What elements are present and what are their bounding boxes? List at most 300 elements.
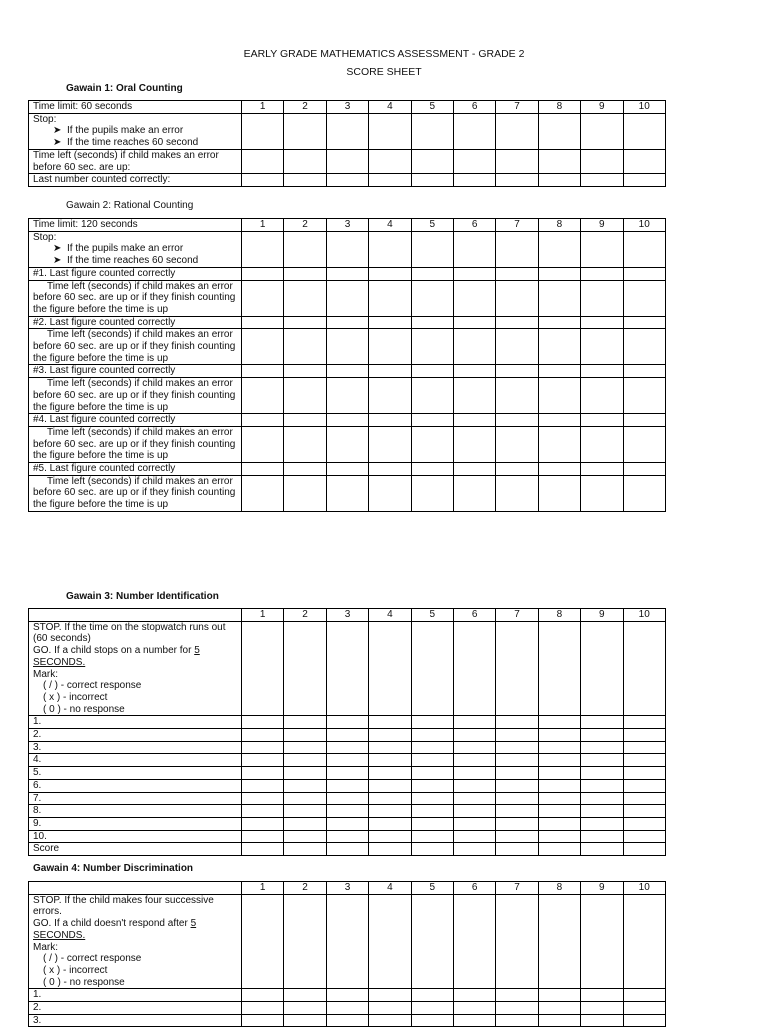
score-cell[interactable] — [411, 817, 453, 830]
score-cell[interactable] — [242, 149, 284, 173]
score-cell[interactable] — [623, 174, 665, 187]
score-cell[interactable] — [496, 316, 538, 329]
score-cell[interactable] — [369, 621, 411, 716]
score-cell[interactable] — [538, 149, 580, 173]
score-cell[interactable] — [369, 729, 411, 742]
score-cell[interactable] — [496, 1002, 538, 1015]
score-cell[interactable] — [369, 280, 411, 316]
score-cell[interactable] — [369, 113, 411, 149]
score-cell[interactable] — [623, 475, 665, 511]
score-cell[interactable] — [623, 378, 665, 414]
score-cell[interactable] — [326, 329, 368, 365]
score-cell[interactable] — [411, 231, 453, 267]
score-cell[interactable] — [369, 414, 411, 427]
score-cell[interactable] — [623, 741, 665, 754]
score-cell[interactable] — [326, 475, 368, 511]
score-cell[interactable] — [411, 378, 453, 414]
score-cell[interactable] — [326, 316, 368, 329]
score-cell[interactable] — [284, 475, 326, 511]
score-cell[interactable] — [242, 174, 284, 187]
score-cell[interactable] — [623, 1014, 665, 1027]
score-cell[interactable] — [581, 989, 623, 1002]
score-cell[interactable] — [538, 378, 580, 414]
score-cell[interactable] — [326, 989, 368, 1002]
score-cell[interactable] — [326, 843, 368, 856]
score-cell[interactable] — [496, 426, 538, 462]
score-cell[interactable] — [284, 989, 326, 1002]
score-cell[interactable] — [496, 716, 538, 729]
score-cell[interactable] — [411, 741, 453, 754]
score-cell[interactable] — [369, 805, 411, 818]
score-cell[interactable] — [326, 779, 368, 792]
score-cell[interactable] — [496, 792, 538, 805]
score-cell[interactable] — [284, 817, 326, 830]
score-cell[interactable] — [242, 113, 284, 149]
score-cell[interactable] — [284, 767, 326, 780]
score-cell[interactable] — [538, 316, 580, 329]
score-cell[interactable] — [411, 365, 453, 378]
score-cell[interactable] — [369, 426, 411, 462]
score-cell[interactable] — [411, 463, 453, 476]
score-cell[interactable] — [623, 426, 665, 462]
score-cell[interactable] — [326, 1014, 368, 1027]
score-cell[interactable] — [581, 767, 623, 780]
score-cell[interactable] — [369, 267, 411, 280]
score-cell[interactable] — [538, 365, 580, 378]
score-cell[interactable] — [453, 741, 495, 754]
score-cell[interactable] — [284, 805, 326, 818]
score-cell[interactable] — [411, 1002, 453, 1015]
score-cell[interactable] — [411, 174, 453, 187]
score-cell[interactable] — [538, 779, 580, 792]
score-cell[interactable] — [453, 754, 495, 767]
score-cell[interactable] — [623, 621, 665, 716]
score-cell[interactable] — [284, 113, 326, 149]
score-cell[interactable] — [284, 267, 326, 280]
score-cell[interactable] — [411, 426, 453, 462]
score-cell[interactable] — [411, 843, 453, 856]
score-cell[interactable] — [284, 280, 326, 316]
score-cell[interactable] — [326, 894, 368, 989]
score-cell[interactable] — [623, 365, 665, 378]
score-cell[interactable] — [453, 316, 495, 329]
score-cell[interactable] — [242, 365, 284, 378]
score-cell[interactable] — [623, 805, 665, 818]
score-cell[interactable] — [581, 316, 623, 329]
score-cell[interactable] — [453, 280, 495, 316]
score-cell[interactable] — [284, 729, 326, 742]
score-cell[interactable] — [326, 767, 368, 780]
score-cell[interactable] — [411, 475, 453, 511]
score-cell[interactable] — [538, 463, 580, 476]
score-cell[interactable] — [369, 231, 411, 267]
score-cell[interactable] — [242, 729, 284, 742]
score-cell[interactable] — [496, 113, 538, 149]
score-cell[interactable] — [411, 716, 453, 729]
score-cell[interactable] — [326, 741, 368, 754]
score-cell[interactable] — [623, 414, 665, 427]
score-cell[interactable] — [496, 830, 538, 843]
score-cell[interactable] — [284, 843, 326, 856]
score-cell[interactable] — [369, 792, 411, 805]
score-cell[interactable] — [242, 1002, 284, 1015]
score-cell[interactable] — [581, 741, 623, 754]
score-cell[interactable] — [411, 989, 453, 1002]
score-cell[interactable] — [326, 426, 368, 462]
score-cell[interactable] — [284, 174, 326, 187]
score-cell[interactable] — [581, 729, 623, 742]
score-cell[interactable] — [411, 754, 453, 767]
score-cell[interactable] — [369, 1014, 411, 1027]
score-cell[interactable] — [326, 830, 368, 843]
score-cell[interactable] — [369, 365, 411, 378]
score-cell[interactable] — [581, 329, 623, 365]
score-cell[interactable] — [538, 805, 580, 818]
score-cell[interactable] — [496, 267, 538, 280]
score-cell[interactable] — [538, 767, 580, 780]
score-cell[interactable] — [581, 830, 623, 843]
score-cell[interactable] — [538, 1002, 580, 1015]
score-cell[interactable] — [284, 779, 326, 792]
score-cell[interactable] — [326, 463, 368, 476]
score-cell[interactable] — [623, 767, 665, 780]
score-cell[interactable] — [242, 329, 284, 365]
score-cell[interactable] — [496, 1014, 538, 1027]
score-cell[interactable] — [242, 792, 284, 805]
score-cell[interactable] — [369, 779, 411, 792]
score-cell[interactable] — [496, 475, 538, 511]
score-cell[interactable] — [369, 149, 411, 173]
score-cell[interactable] — [496, 378, 538, 414]
score-cell[interactable] — [453, 729, 495, 742]
score-cell[interactable] — [496, 741, 538, 754]
score-cell[interactable] — [581, 843, 623, 856]
score-cell[interactable] — [242, 426, 284, 462]
score-cell[interactable] — [496, 280, 538, 316]
score-cell[interactable] — [242, 817, 284, 830]
score-cell[interactable] — [581, 426, 623, 462]
score-cell[interactable] — [453, 843, 495, 856]
score-cell[interactable] — [242, 830, 284, 843]
score-cell[interactable] — [369, 1002, 411, 1015]
score-cell[interactable] — [623, 280, 665, 316]
score-cell[interactable] — [623, 316, 665, 329]
score-cell[interactable] — [623, 754, 665, 767]
score-cell[interactable] — [326, 113, 368, 149]
score-cell[interactable] — [453, 267, 495, 280]
score-cell[interactable] — [369, 463, 411, 476]
score-cell[interactable] — [453, 329, 495, 365]
score-cell[interactable] — [496, 729, 538, 742]
score-cell[interactable] — [581, 267, 623, 280]
score-cell[interactable] — [411, 113, 453, 149]
score-cell[interactable] — [538, 1014, 580, 1027]
score-cell[interactable] — [538, 174, 580, 187]
score-cell[interactable] — [538, 329, 580, 365]
score-cell[interactable] — [411, 414, 453, 427]
score-cell[interactable] — [453, 830, 495, 843]
score-cell[interactable] — [284, 1014, 326, 1027]
score-cell[interactable] — [326, 621, 368, 716]
score-cell[interactable] — [496, 805, 538, 818]
score-cell[interactable] — [581, 1002, 623, 1015]
score-cell[interactable] — [369, 741, 411, 754]
score-cell[interactable] — [581, 113, 623, 149]
score-cell[interactable] — [369, 989, 411, 1002]
score-cell[interactable] — [581, 716, 623, 729]
score-cell[interactable] — [538, 267, 580, 280]
score-cell[interactable] — [538, 280, 580, 316]
score-cell[interactable] — [284, 1002, 326, 1015]
score-cell[interactable] — [453, 231, 495, 267]
score-cell[interactable] — [284, 231, 326, 267]
score-cell[interactable] — [453, 621, 495, 716]
score-cell[interactable] — [623, 1002, 665, 1015]
score-cell[interactable] — [242, 267, 284, 280]
score-cell[interactable] — [623, 729, 665, 742]
score-cell[interactable] — [581, 231, 623, 267]
score-cell[interactable] — [623, 989, 665, 1002]
score-cell[interactable] — [242, 1014, 284, 1027]
score-cell[interactable] — [581, 463, 623, 476]
score-cell[interactable] — [284, 792, 326, 805]
score-cell[interactable] — [623, 231, 665, 267]
score-cell[interactable] — [581, 817, 623, 830]
score-cell[interactable] — [453, 767, 495, 780]
score-cell[interactable] — [623, 830, 665, 843]
score-cell[interactable] — [242, 754, 284, 767]
score-cell[interactable] — [496, 894, 538, 989]
score-cell[interactable] — [242, 716, 284, 729]
score-cell[interactable] — [453, 174, 495, 187]
score-cell[interactable] — [453, 716, 495, 729]
score-cell[interactable] — [538, 817, 580, 830]
score-cell[interactable] — [369, 767, 411, 780]
score-cell[interactable] — [538, 792, 580, 805]
score-cell[interactable] — [453, 463, 495, 476]
score-cell[interactable] — [242, 463, 284, 476]
score-cell[interactable] — [369, 754, 411, 767]
score-cell[interactable] — [369, 475, 411, 511]
score-cell[interactable] — [242, 741, 284, 754]
score-cell[interactable] — [496, 621, 538, 716]
score-cell[interactable] — [453, 989, 495, 1002]
score-cell[interactable] — [623, 792, 665, 805]
score-cell[interactable] — [623, 463, 665, 476]
score-cell[interactable] — [623, 329, 665, 365]
score-cell[interactable] — [369, 329, 411, 365]
score-cell[interactable] — [284, 894, 326, 989]
score-cell[interactable] — [326, 729, 368, 742]
score-cell[interactable] — [453, 113, 495, 149]
score-cell[interactable] — [284, 621, 326, 716]
score-cell[interactable] — [496, 414, 538, 427]
score-cell[interactable] — [496, 767, 538, 780]
score-cell[interactable] — [284, 463, 326, 476]
score-cell[interactable] — [581, 414, 623, 427]
score-cell[interactable] — [496, 754, 538, 767]
score-cell[interactable] — [242, 280, 284, 316]
score-cell[interactable] — [411, 792, 453, 805]
score-cell[interactable] — [411, 316, 453, 329]
score-cell[interactable] — [538, 830, 580, 843]
score-cell[interactable] — [538, 989, 580, 1002]
score-cell[interactable] — [538, 414, 580, 427]
score-cell[interactable] — [369, 716, 411, 729]
score-cell[interactable] — [581, 621, 623, 716]
score-cell[interactable] — [242, 378, 284, 414]
score-cell[interactable] — [326, 817, 368, 830]
score-cell[interactable] — [538, 426, 580, 462]
score-cell[interactable] — [623, 817, 665, 830]
score-cell[interactable] — [496, 149, 538, 173]
score-cell[interactable] — [496, 365, 538, 378]
score-cell[interactable] — [284, 378, 326, 414]
score-cell[interactable] — [411, 149, 453, 173]
score-cell[interactable] — [242, 989, 284, 1002]
score-cell[interactable] — [623, 716, 665, 729]
score-cell[interactable] — [453, 894, 495, 989]
score-cell[interactable] — [284, 754, 326, 767]
score-cell[interactable] — [538, 716, 580, 729]
score-cell[interactable] — [623, 779, 665, 792]
score-cell[interactable] — [369, 378, 411, 414]
score-cell[interactable] — [538, 621, 580, 716]
score-cell[interactable] — [326, 174, 368, 187]
score-cell[interactable] — [369, 817, 411, 830]
score-cell[interactable] — [284, 426, 326, 462]
score-cell[interactable] — [538, 843, 580, 856]
score-cell[interactable] — [242, 894, 284, 989]
score-cell[interactable] — [453, 378, 495, 414]
score-cell[interactable] — [411, 805, 453, 818]
score-cell[interactable] — [538, 475, 580, 511]
score-cell[interactable] — [538, 113, 580, 149]
score-cell[interactable] — [369, 830, 411, 843]
score-cell[interactable] — [623, 843, 665, 856]
score-cell[interactable] — [411, 280, 453, 316]
score-cell[interactable] — [623, 894, 665, 989]
score-cell[interactable] — [538, 894, 580, 989]
score-cell[interactable] — [326, 414, 368, 427]
score-cell[interactable] — [496, 843, 538, 856]
score-cell[interactable] — [369, 894, 411, 989]
score-cell[interactable] — [581, 174, 623, 187]
score-cell[interactable] — [623, 113, 665, 149]
score-cell[interactable] — [581, 792, 623, 805]
score-cell[interactable] — [326, 1002, 368, 1015]
score-cell[interactable] — [496, 779, 538, 792]
score-cell[interactable] — [369, 843, 411, 856]
score-cell[interactable] — [242, 475, 284, 511]
score-cell[interactable] — [326, 378, 368, 414]
score-cell[interactable] — [411, 267, 453, 280]
score-cell[interactable] — [453, 779, 495, 792]
score-cell[interactable] — [538, 729, 580, 742]
score-cell[interactable] — [284, 741, 326, 754]
score-cell[interactable] — [326, 365, 368, 378]
score-cell[interactable] — [326, 792, 368, 805]
score-cell[interactable] — [453, 1002, 495, 1015]
score-cell[interactable] — [496, 989, 538, 1002]
score-cell[interactable] — [411, 729, 453, 742]
score-cell[interactable] — [326, 805, 368, 818]
score-cell[interactable] — [453, 805, 495, 818]
score-cell[interactable] — [242, 767, 284, 780]
score-cell[interactable] — [581, 754, 623, 767]
score-cell[interactable] — [623, 149, 665, 173]
score-cell[interactable] — [581, 894, 623, 989]
score-cell[interactable] — [284, 329, 326, 365]
score-cell[interactable] — [242, 316, 284, 329]
score-cell[interactable] — [581, 365, 623, 378]
score-cell[interactable] — [411, 621, 453, 716]
score-cell[interactable] — [242, 805, 284, 818]
score-cell[interactable] — [326, 754, 368, 767]
score-cell[interactable] — [411, 830, 453, 843]
score-cell[interactable] — [369, 174, 411, 187]
score-cell[interactable] — [538, 754, 580, 767]
score-cell[interactable] — [453, 414, 495, 427]
score-cell[interactable] — [581, 149, 623, 173]
score-cell[interactable] — [453, 792, 495, 805]
score-cell[interactable] — [453, 426, 495, 462]
score-cell[interactable] — [453, 1014, 495, 1027]
score-cell[interactable] — [453, 365, 495, 378]
score-cell[interactable] — [326, 231, 368, 267]
score-cell[interactable] — [453, 149, 495, 173]
score-cell[interactable] — [284, 414, 326, 427]
score-cell[interactable] — [581, 378, 623, 414]
score-cell[interactable] — [284, 830, 326, 843]
score-cell[interactable] — [453, 817, 495, 830]
score-cell[interactable] — [284, 316, 326, 329]
score-cell[interactable] — [538, 741, 580, 754]
score-cell[interactable] — [411, 1014, 453, 1027]
score-cell[interactable] — [411, 767, 453, 780]
score-cell[interactable] — [242, 621, 284, 716]
score-cell[interactable] — [453, 475, 495, 511]
score-cell[interactable] — [284, 716, 326, 729]
score-cell[interactable] — [242, 414, 284, 427]
score-cell[interactable] — [496, 174, 538, 187]
score-cell[interactable] — [284, 149, 326, 173]
score-cell[interactable] — [242, 779, 284, 792]
score-cell[interactable] — [496, 231, 538, 267]
score-cell[interactable] — [284, 365, 326, 378]
score-cell[interactable] — [496, 463, 538, 476]
score-cell[interactable] — [581, 1014, 623, 1027]
score-cell[interactable] — [581, 805, 623, 818]
score-cell[interactable] — [326, 267, 368, 280]
score-cell[interactable] — [326, 149, 368, 173]
score-cell[interactable] — [496, 329, 538, 365]
score-cell[interactable] — [369, 316, 411, 329]
score-cell[interactable] — [326, 280, 368, 316]
score-cell[interactable] — [581, 280, 623, 316]
score-cell[interactable] — [538, 231, 580, 267]
score-cell[interactable] — [411, 779, 453, 792]
score-cell[interactable] — [242, 843, 284, 856]
score-cell[interactable] — [496, 817, 538, 830]
score-cell[interactable] — [411, 329, 453, 365]
score-cell[interactable] — [581, 779, 623, 792]
score-cell[interactable] — [411, 894, 453, 989]
score-cell[interactable] — [242, 231, 284, 267]
score-cell[interactable] — [581, 475, 623, 511]
score-cell[interactable] — [623, 267, 665, 280]
score-cell[interactable] — [326, 716, 368, 729]
